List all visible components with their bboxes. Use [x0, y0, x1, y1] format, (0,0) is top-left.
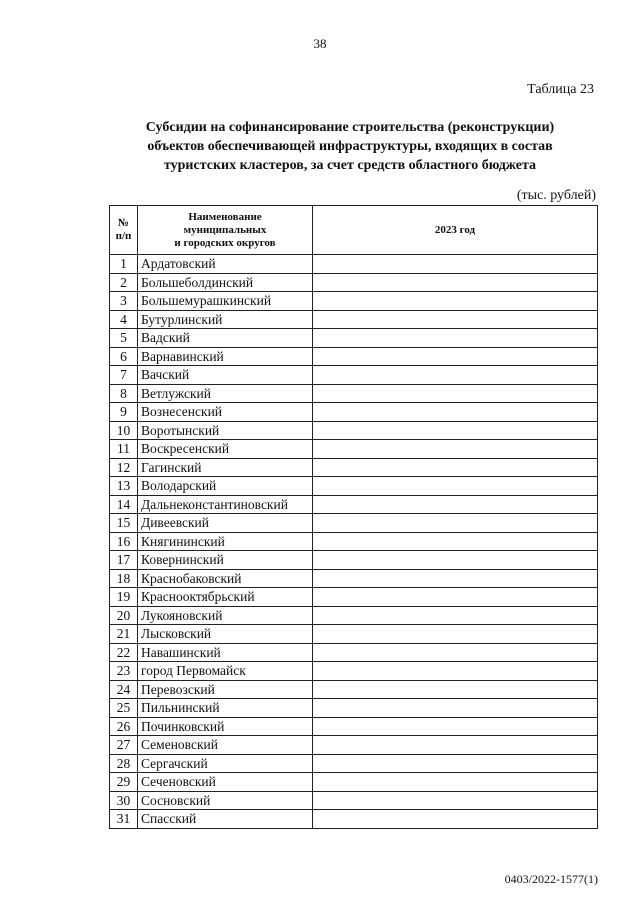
table-row — [110, 514, 598, 533]
amount-2023 — [313, 754, 598, 773]
amount-2023 — [313, 606, 598, 625]
header-number-line: № — [117, 217, 130, 229]
amount-2023 — [313, 292, 598, 311]
municipality-name: Краснобаковский — [138, 569, 313, 588]
amount-2023 — [313, 458, 598, 477]
row-number: 6 — [110, 347, 138, 366]
amount-2023 — [313, 329, 598, 348]
municipality-name: Вадский — [138, 329, 313, 348]
table-row — [110, 569, 598, 588]
amount-2023 — [313, 384, 598, 403]
table-row — [110, 329, 598, 348]
header-year: 2023 год — [313, 206, 598, 255]
amount-2023 — [313, 810, 598, 829]
amount-2023 — [313, 791, 598, 810]
table-row — [110, 662, 598, 681]
page-number: 38 — [313, 36, 327, 51]
table-row — [110, 773, 598, 792]
table-row — [110, 717, 598, 736]
row-number: 4 — [110, 310, 138, 329]
amount-2023 — [313, 699, 598, 718]
row-number: 9 — [110, 403, 138, 422]
row-number: 21 — [110, 625, 138, 644]
table-row — [110, 532, 598, 551]
amount-2023 — [313, 551, 598, 570]
table-row — [110, 477, 598, 496]
row-number: 8 — [110, 384, 138, 403]
row-number: 28 — [110, 754, 138, 773]
row-number: 10 — [110, 421, 138, 440]
document-code: 0403/2022-1577(1) — [504, 872, 598, 886]
amount-2023 — [313, 440, 598, 459]
municipality-name: Бутурлинский — [138, 310, 313, 329]
municipality-name: Лысковский — [138, 625, 313, 644]
row-number: 23 — [110, 662, 138, 681]
municipality-name: Дальнеконстантиновский — [138, 495, 313, 514]
table-row — [110, 292, 598, 311]
title-line: Субсидии на софинансирование строительства (реконструкции) — [145, 120, 555, 135]
municipality-name: Воротынский — [138, 421, 313, 440]
row-number: 15 — [110, 514, 138, 533]
amount-2023 — [313, 273, 598, 292]
table-row — [110, 366, 598, 385]
row-number: 20 — [110, 606, 138, 625]
row-number: 17 — [110, 551, 138, 570]
municipality-name: Лукояновский — [138, 606, 313, 625]
row-number: 3 — [110, 292, 138, 311]
table-row — [110, 347, 598, 366]
row-number: 7 — [110, 366, 138, 385]
municipality-name: Большемурашкинский — [138, 292, 313, 311]
table-row — [110, 384, 598, 403]
municipality-name: Вачский — [138, 366, 313, 385]
municipality-name: Княгининский — [138, 532, 313, 551]
row-number: 1 — [110, 255, 138, 274]
row-number: 22 — [110, 643, 138, 662]
header-number-line: п/п — [115, 230, 132, 242]
municipality-name: Вознесенский — [138, 403, 313, 422]
municipality-name: Семеновский — [138, 736, 313, 755]
table-row — [110, 736, 598, 755]
amount-2023 — [313, 625, 598, 644]
table-row — [110, 551, 598, 570]
amount-2023 — [313, 569, 598, 588]
amount-2023 — [313, 736, 598, 755]
title-line: туристских кластеров, за счет средств областного бюджета — [163, 158, 537, 173]
table-row — [110, 754, 598, 773]
row-number: 14 — [110, 495, 138, 514]
table-body — [110, 255, 598, 829]
subsidy-table-container — [109, 205, 598, 829]
table-row — [110, 440, 598, 459]
row-number: 30 — [110, 791, 138, 810]
row-number: 24 — [110, 680, 138, 699]
amount-2023 — [313, 366, 598, 385]
table-row — [110, 458, 598, 477]
row-number: 29 — [110, 773, 138, 792]
amount-2023 — [313, 717, 598, 736]
municipality-name: Ковернинский — [138, 551, 313, 570]
table-row — [110, 588, 598, 607]
table-row — [110, 495, 598, 514]
table-row — [110, 791, 598, 810]
row-number: 5 — [110, 329, 138, 348]
municipality-name: Навашинский — [138, 643, 313, 662]
header-name-line: Наименование — [188, 210, 262, 223]
municipality-name: Пильнинский — [138, 699, 313, 718]
amount-2023 — [313, 310, 598, 329]
row-number: 11 — [110, 440, 138, 459]
amount-2023 — [313, 495, 598, 514]
table-row — [110, 606, 598, 625]
municipality-name: город Первомайск — [138, 662, 313, 681]
row-number: 2 — [110, 273, 138, 292]
municipality-name: Гагинский — [138, 458, 313, 477]
amount-2023 — [313, 643, 598, 662]
amount-2023 — [313, 588, 598, 607]
municipality-name: Воскресенский — [138, 440, 313, 459]
municipality-name: Краснооктябрьский — [138, 588, 313, 607]
municipality-name: Варнавинский — [138, 347, 313, 366]
table-row — [110, 680, 598, 699]
amount-2023 — [313, 421, 598, 440]
municipality-name: Сеченовский — [138, 773, 313, 792]
table-row — [110, 273, 598, 292]
amount-2023 — [313, 680, 598, 699]
row-number: 25 — [110, 699, 138, 718]
table-row — [110, 699, 598, 718]
amount-2023 — [313, 662, 598, 681]
amount-2023 — [313, 477, 598, 496]
municipality-name: Починковский — [138, 717, 313, 736]
table-row — [110, 255, 598, 274]
amount-2023 — [313, 403, 598, 422]
table-row — [110, 421, 598, 440]
municipality-name: Спасский — [138, 810, 313, 829]
table-row — [110, 643, 598, 662]
subsidy-table — [109, 205, 598, 829]
amount-2023 — [313, 347, 598, 366]
table-header-row — [110, 206, 598, 255]
document-title — [110, 118, 590, 175]
municipality-name: Большеболдинский — [138, 273, 313, 292]
municipality-name: Дивеевский — [138, 514, 313, 533]
amount-2023 — [313, 514, 598, 533]
row-number: 31 — [110, 810, 138, 829]
amount-2023 — [313, 773, 598, 792]
header-number — [110, 206, 138, 255]
header-name-line: муниципальных — [183, 223, 267, 236]
municipality-name: Ардатовский — [138, 255, 313, 274]
table-row — [110, 310, 598, 329]
row-number: 19 — [110, 588, 138, 607]
table-label: Таблица 23 — [527, 82, 594, 97]
table-row — [110, 403, 598, 422]
table-row — [110, 810, 598, 829]
header-name — [138, 206, 313, 255]
row-number: 18 — [110, 569, 138, 588]
row-number: 27 — [110, 736, 138, 755]
title-line: объектов обеспечивающей инфраструктуры, входящих в состав — [147, 139, 553, 154]
units-label: (тыс. рублей) — [516, 188, 596, 203]
amount-2023 — [313, 532, 598, 551]
amount-2023 — [313, 255, 598, 274]
row-number: 13 — [110, 477, 138, 496]
row-number: 12 — [110, 458, 138, 477]
municipality-name: Сосновский — [138, 791, 313, 810]
row-number: 16 — [110, 532, 138, 551]
row-number: 26 — [110, 717, 138, 736]
municipality-name: Перевозский — [138, 680, 313, 699]
header-name-line: и городских округов — [174, 236, 276, 249]
municipality-name: Володарский — [138, 477, 313, 496]
municipality-name: Сергачский — [138, 754, 313, 773]
municipality-name: Ветлужский — [138, 384, 313, 403]
table-row — [110, 625, 598, 644]
